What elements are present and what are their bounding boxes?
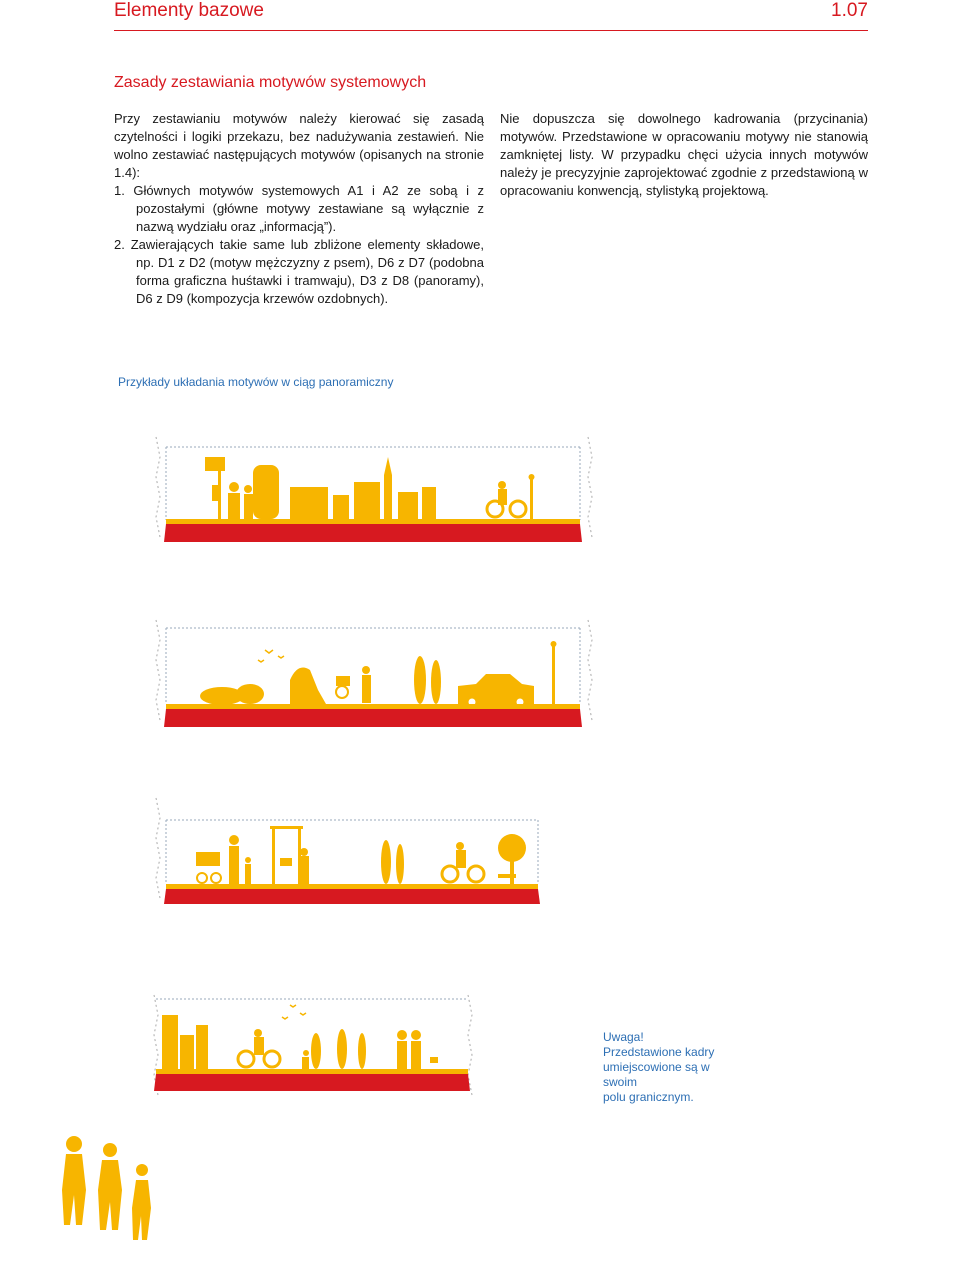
intro-paragraph: Przy zestawianiu motywów należy kierować się zasadą czytelności i logiki przekazu, bez nadużywania zestawień. Nie wolno zestawiać następujących motywów (opisanych na stronie 1.4):	[114, 111, 484, 180]
note-box	[603, 1030, 743, 1105]
decorative-figures	[52, 1130, 162, 1272]
header-title: Elementy bazowe	[114, 0, 264, 21]
list-item: 1. Głównych motywów systemowych A1 i A2 ze sobą i z pozostałymi (główne motywy zestawiane są wyłącznie z nazwą wydziału oraz „informacją”).	[114, 183, 484, 234]
right-paragraph: Nie dopuszcza się dowolnego kadrowania (przycinania) motywów. Przedstawione w opracowaniu motywy nie stanowią zamkniętej listy. W przypadku chęci użycia innych motywów należy je precyzyjnie zaprojektować zgodnie z przedstawioną w opracowaniu konwencją, stylistyką projektową.	[500, 111, 868, 198]
panorama-panel-3	[150, 798, 600, 908]
note-title: Uwaga!	[603, 1030, 644, 1044]
note-line: polu granicznym.	[603, 1090, 694, 1104]
list-item: 2. Zawierających takie same lub zbliżone elementy składowe, np. D1 z D2 (motyw mężczyzny z psem), D6 z D7 (podobna forma graficzna huśtawki i tramwaju), D3 z D8 (panoramy), D6 z D9 (kompozycja krzewów ozdobnych).	[114, 237, 484, 306]
panorama-panel-2	[150, 620, 600, 740]
note-line: umiejscowione są w swoim	[603, 1060, 710, 1089]
examples-caption: Przykłady układania motywów w ciąg panoramiczny	[118, 375, 394, 389]
panorama-panel-1	[150, 437, 600, 557]
note-line: Przedstawione kadry	[603, 1045, 715, 1059]
left-column	[114, 110, 484, 308]
panorama-panel-4	[150, 995, 480, 1105]
page-number: 1.07	[831, 0, 868, 21]
header-rule	[114, 30, 868, 31]
section-title: Zasady zestawiania motywów systemowych	[114, 74, 427, 91]
right-column	[500, 110, 868, 200]
